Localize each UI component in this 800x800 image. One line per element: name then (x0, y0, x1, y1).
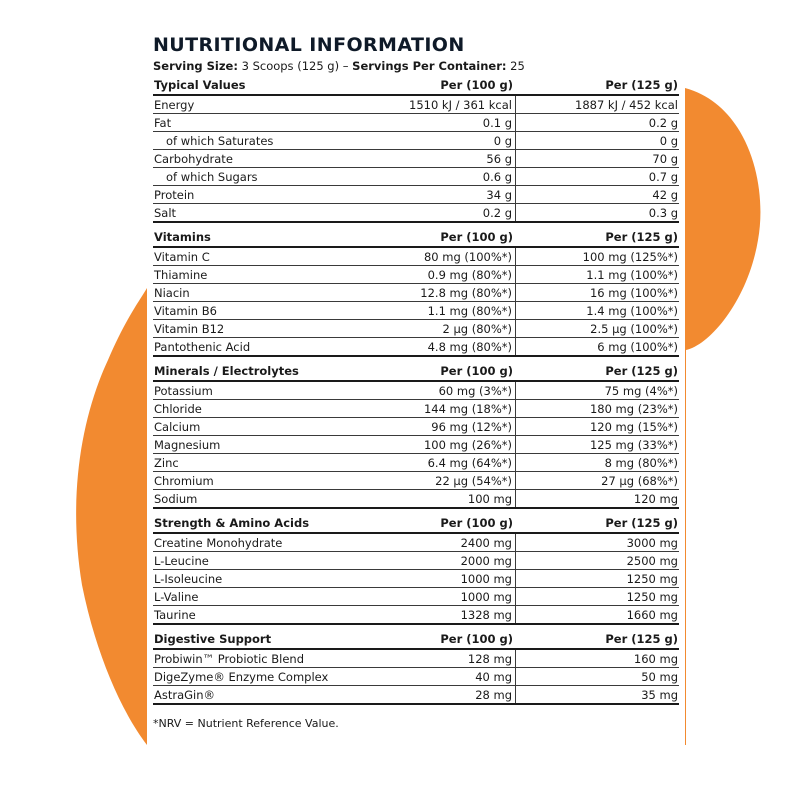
value-per-100g: 56 g (486, 151, 512, 166)
table-row (153, 668, 679, 686)
value-per-125g: 120 mg (515, 490, 679, 507)
nutrient-name: Vitamin B6 (154, 303, 217, 318)
table-row (153, 186, 679, 204)
nutrient-name: of which Sugars (166, 169, 258, 184)
table-row (153, 114, 679, 132)
table-row (153, 150, 679, 168)
value-per-125g: 35 mg (515, 686, 679, 703)
value-per-100g: 1510 kJ / 361 kcal (409, 97, 512, 112)
value-per-100g: 28 mg (475, 687, 512, 702)
section-title: Digestive Support (154, 632, 272, 646)
value-per-125g: 1660 mg (515, 606, 679, 623)
column-header: Per (125 g) (605, 230, 678, 244)
nutrient-name: Energy (154, 97, 195, 112)
value-per-125g: 160 mg (515, 650, 679, 667)
value-per-125g: 0.7 g (515, 168, 679, 185)
table-row (153, 454, 679, 472)
table-row (153, 248, 679, 266)
value-per-125g: 120 mg (15%*) (515, 418, 679, 435)
value-per-100g: 0.9 mg (80%*) (427, 267, 512, 282)
serving-size-value: 3 Scoops (125 g) – (237, 59, 353, 73)
value-per-125g: 50 mg (515, 668, 679, 685)
section-header (153, 514, 679, 534)
value-per-125g: 0.2 g (515, 114, 679, 131)
column-header: Per (125 g) (605, 632, 678, 646)
nutrient-name: AstraGin® (154, 687, 216, 702)
table-row (153, 204, 679, 223)
nutrient-name: Protein (154, 187, 195, 202)
value-per-100g: 100 mg (26%*) (423, 437, 512, 452)
value-per-125g: 6 mg (100%*) (515, 338, 679, 355)
value-per-100g: 1000 mg (460, 571, 512, 586)
nutrient-name: Pantothenic Acid (154, 339, 251, 354)
value-per-100g: 1.1 mg (80%*) (427, 303, 512, 318)
section-title: Vitamins (154, 230, 211, 244)
table-section (153, 514, 679, 625)
table-section (153, 228, 679, 357)
value-per-100g: 80 mg (100%*) (423, 249, 512, 264)
section-title: Strength & Amino Acids (154, 516, 310, 530)
nutrient-name: Taurine (154, 607, 196, 622)
table-row (153, 686, 679, 705)
value-per-100g: 6.4 mg (64%*) (427, 455, 512, 470)
nutrient-name: Chromium (154, 473, 214, 488)
value-per-125g: 1250 mg (515, 570, 679, 587)
column-header: Per (100 g) (440, 78, 513, 92)
column-header: Per (100 g) (440, 230, 513, 244)
table-section (153, 362, 679, 509)
value-per-125g: 16 mg (100%*) (515, 284, 679, 301)
nutrient-name: Zinc (154, 455, 179, 470)
serving-info (153, 59, 525, 73)
column-header: Per (100 g) (440, 516, 513, 530)
value-per-100g: 60 mg (3%*) (438, 383, 512, 398)
table-row (153, 168, 679, 186)
nutrient-name: Niacin (154, 285, 190, 300)
value-per-100g: 1328 mg (460, 607, 512, 622)
section-header (153, 630, 679, 650)
nutrient-name: DigeZyme® Enzyme Complex (154, 669, 329, 684)
value-per-100g: 0 g (493, 133, 512, 148)
value-per-100g: 22 μg (54%*) (435, 473, 512, 488)
table-row (153, 418, 679, 436)
table-row (153, 382, 679, 400)
section-title: Typical Values (154, 78, 246, 92)
table-section (153, 76, 679, 223)
footnote: *NRV = Nutrient Reference Value. (153, 717, 339, 730)
table-row (153, 552, 679, 570)
table-row (153, 338, 679, 357)
table-row (153, 400, 679, 418)
table-row (153, 284, 679, 302)
value-per-100g: 96 mg (12%*) (431, 419, 512, 434)
value-per-125g: 2500 mg (515, 552, 679, 569)
value-per-100g: 144 mg (18%*) (423, 401, 512, 416)
value-per-100g: 40 mg (475, 669, 512, 684)
section-header (153, 76, 679, 96)
column-header: Per (100 g) (440, 632, 513, 646)
table-row (153, 490, 679, 509)
value-per-125g: 27 μg (68%*) (515, 472, 679, 489)
table-section (153, 630, 679, 705)
table-row (153, 570, 679, 588)
column-header: Per (125 g) (605, 516, 678, 530)
column-header: Per (100 g) (440, 364, 513, 378)
value-per-125g: 3000 mg (515, 534, 679, 551)
nutrient-name: L-Leucine (154, 553, 209, 568)
nutrition-table (153, 76, 679, 705)
value-per-125g: 125 mg (33%*) (515, 436, 679, 453)
value-per-125g: 180 mg (23%*) (515, 400, 679, 417)
table-row (153, 302, 679, 320)
table-row (153, 132, 679, 150)
table-row (153, 650, 679, 668)
nutrient-name: Thiamine (154, 267, 208, 282)
value-per-100g: 2400 mg (460, 535, 512, 550)
serving-size-label: Serving Size: (153, 59, 238, 73)
nutrient-name: Vitamin B12 (154, 321, 225, 336)
nutrient-name: L-Valine (154, 589, 199, 604)
nutrient-name: Salt (154, 205, 177, 220)
nutrient-name: Vitamin C (154, 249, 210, 264)
value-per-100g: 2 μg (80%*) (442, 321, 512, 336)
value-per-100g: 4.8 mg (80%*) (427, 339, 512, 354)
value-per-100g: 0.1 g (482, 115, 512, 130)
value-per-125g: 0.3 g (515, 204, 679, 221)
value-per-125g: 8 mg (80%*) (515, 454, 679, 471)
table-row (153, 588, 679, 606)
value-per-125g: 1.4 mg (100%*) (515, 302, 679, 319)
value-per-125g: 75 mg (4%*) (515, 382, 679, 399)
value-per-100g: 34 g (486, 187, 512, 202)
table-row (153, 96, 679, 114)
value-per-125g: 2.5 μg (100%*) (515, 320, 679, 337)
table-row (153, 606, 679, 625)
nutrient-name: L-Isoleucine (154, 571, 223, 586)
value-per-100g: 1000 mg (460, 589, 512, 604)
value-per-125g: 1887 kJ / 452 kcal (515, 96, 679, 113)
value-per-100g: 0.6 g (482, 169, 512, 184)
nutrient-name: Calcium (154, 419, 201, 434)
value-per-125g: 1250 mg (515, 588, 679, 605)
section-title: Minerals / Electrolytes (154, 364, 299, 378)
section-header (153, 228, 679, 248)
nutrient-name: Probiwin™ Probiotic Blend (154, 651, 304, 666)
servings-per-container-label: Servings Per Container: (352, 59, 507, 73)
value-per-125g: 100 mg (125%*) (515, 248, 679, 265)
value-per-125g: 70 g (515, 150, 679, 167)
nutrient-name: Fat (154, 115, 172, 130)
nutrient-name: Magnesium (154, 437, 221, 452)
value-per-125g: 0 g (515, 132, 679, 149)
value-per-100g: 2000 mg (460, 553, 512, 568)
table-row (153, 320, 679, 338)
nutrient-name: Potassium (154, 383, 213, 398)
nutrient-name: Creatine Monohydrate (154, 535, 283, 550)
page-title: NUTRITIONAL INFORMATION (153, 34, 465, 56)
value-per-100g: 0.2 g (482, 205, 512, 220)
value-per-100g: 128 mg (467, 651, 512, 666)
table-row (153, 472, 679, 490)
value-per-125g: 1.1 mg (100%*) (515, 266, 679, 283)
nutrient-name: of which Saturates (166, 133, 274, 148)
value-per-100g: 12.8 mg (80%*) (420, 285, 512, 300)
column-header: Per (125 g) (605, 78, 678, 92)
value-per-100g: 100 mg (467, 491, 512, 506)
table-row (153, 534, 679, 552)
nutrient-name: Sodium (154, 491, 198, 506)
nutrient-name: Carbohydrate (154, 151, 233, 166)
table-row (153, 436, 679, 454)
nutrient-name: Chloride (154, 401, 202, 416)
column-header: Per (125 g) (605, 364, 678, 378)
value-per-125g: 42 g (515, 186, 679, 203)
section-header (153, 362, 679, 382)
table-row (153, 266, 679, 284)
servings-per-container-value: 25 (506, 59, 525, 73)
